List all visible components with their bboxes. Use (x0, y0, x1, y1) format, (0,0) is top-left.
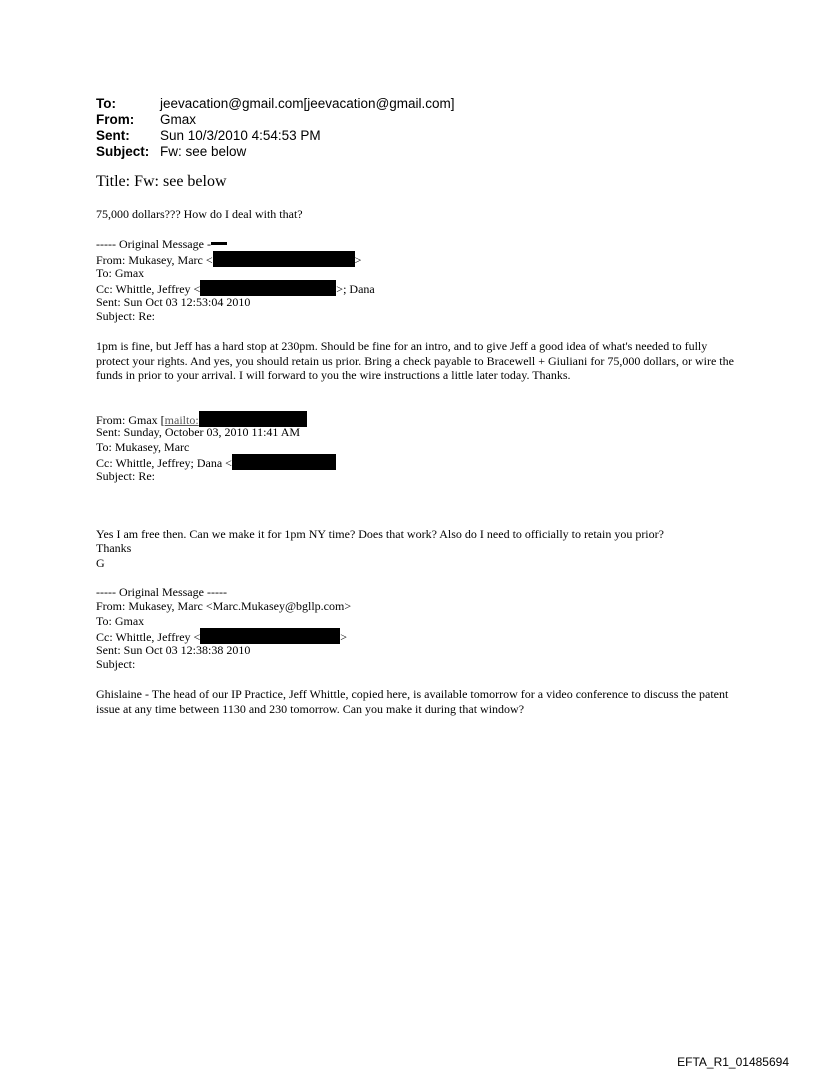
msg2-from-prefix: From: Gmax [ (96, 413, 165, 427)
msg1-body: 1pm is fine, but Jeff has a hard stop at 230pm. Should be fine for an intro, and to give Jeff a good idea of what's needed to fully protect your rights. And yes, you should retain us prior. Bring a check payable to Bracewell + Giuliani for 75,000 dollars, or wire the funds in prior to your arrival. I will forward to you the wire instructions a little later today. Thanks. (96, 339, 734, 383)
msg1-sent: Sent: Sun Oct 03 12:53:04 2010 (96, 295, 251, 309)
sent-row (96, 128, 455, 144)
redaction-bar (200, 628, 340, 644)
msg3-from: From: Mukasey, Marc <Marc.Mukasey@bgllp.com> (96, 599, 352, 613)
msg1-from-suffix: > (354, 253, 362, 267)
msg3-cc-prefix: Cc: Whittle, Jeffrey < (96, 630, 201, 644)
msg2-sent: Sent: Sunday, October 03, 2010 11:41 AM (96, 425, 301, 439)
email-header (96, 96, 455, 160)
from-label: From: (96, 112, 135, 127)
subject-row (96, 144, 455, 160)
redaction-bar (232, 454, 336, 470)
sent-value: Sun 10/3/2010 4:54:53 PM (160, 128, 321, 143)
msg2-subject: Subject: Re: (96, 469, 155, 483)
msg2-body-line2: Thanks (96, 541, 132, 555)
msg3-body: Ghislaine - The head of our IP Practice, Jeff Whittle, copied here, is available tomorrow for a video conference to discuss the patent issue at any time between 1130 and 230 tomorrow. Can you make it during that window? (96, 687, 729, 716)
msg1-original-header (96, 237, 227, 252)
to-value: jeevacation@gmail.com[jeevacation@gmail.com] (160, 96, 455, 111)
msg3-sent: Sent: Sun Oct 03 12:38:38 2010 (96, 643, 251, 657)
msg3-cc-suffix: > (340, 630, 348, 644)
subject-value: Fw: see below (160, 144, 247, 159)
to-label: To: (96, 96, 116, 111)
redaction-bar (200, 280, 336, 296)
sent-label: Sent: (96, 128, 130, 143)
msg3-subject: Subject: (96, 657, 136, 671)
mailto-link[interactable]: mailto: (164, 413, 199, 427)
to-row (96, 96, 455, 112)
msg1-to: To: Gmax (96, 266, 145, 280)
subject-label: Subject: (96, 144, 150, 159)
msg2-body-line3: G (96, 556, 105, 570)
redaction-bar (213, 251, 355, 267)
from-row (96, 112, 455, 128)
msg1-cc-prefix: Cc: Whittle, Jeffrey < (96, 282, 201, 296)
msg3-original-header: ----- Original Message ----- (96, 585, 227, 599)
msg2-to: To: Mukasey, Marc (96, 440, 190, 454)
msg2-cc-prefix: Cc: Whittle, Jeffrey; Dana < (96, 456, 232, 470)
redaction-bar (211, 242, 227, 245)
document-id-footer: EFTA_R1_01485694 (677, 1055, 789, 1069)
msg1-original-text: ----- Original Message - (96, 237, 211, 251)
msg1-from-prefix: From: Mukasey, Marc < (96, 253, 213, 267)
document-title: Title: Fw: see below (96, 173, 227, 190)
msg3-to: To: Gmax (96, 614, 145, 628)
msg1-subject: Subject: Re: (96, 309, 155, 323)
msg1-cc-suffix: >; Dana (336, 282, 375, 296)
msg2-body-line1: Yes I am free then. Can we make it for 1pm NY time? Does that work? Also do I need to officially to retain you prior? (96, 527, 664, 541)
from-value: Gmax (160, 112, 197, 127)
intro-line: 75,000 dollars??? How do I deal with that? (96, 207, 303, 221)
